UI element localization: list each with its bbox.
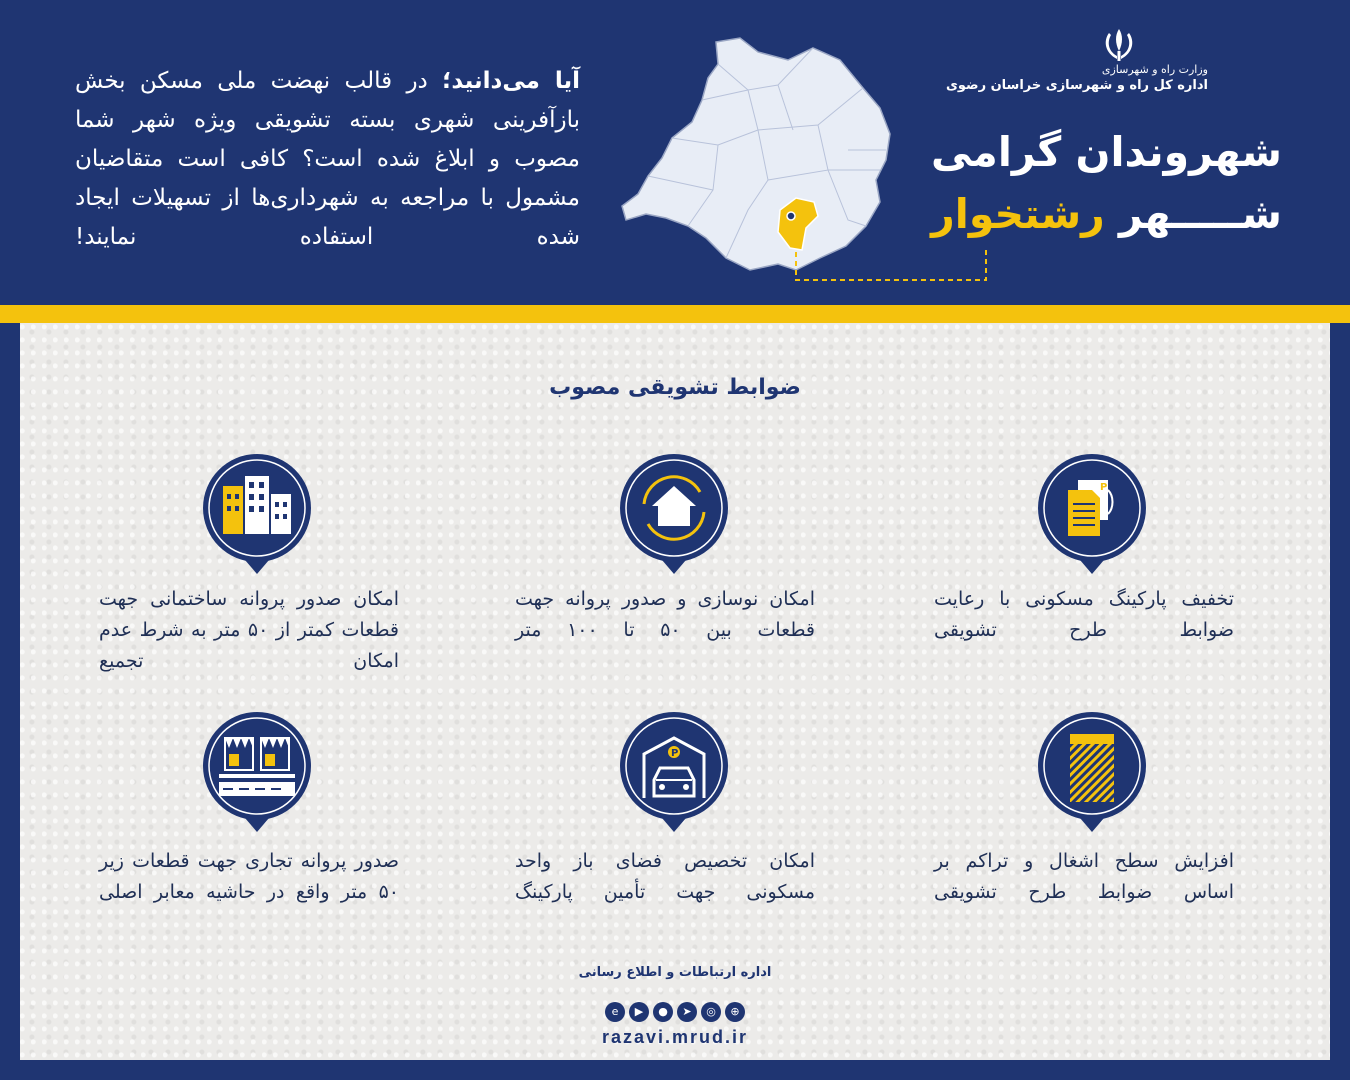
web-icon[interactable]: ⊕	[725, 1002, 745, 1022]
city-name: رشتخوار	[931, 190, 1105, 238]
car-parking-icon	[620, 712, 728, 836]
buildings-icon	[203, 454, 311, 578]
city-title-word: شـــــهر	[1119, 190, 1282, 238]
feature-text-5: امکان تخصیص فضای باز واحد مسکونی جهت تأمین پارکینگ	[515, 850, 815, 903]
aparat-icon[interactable]: ▶	[629, 1002, 649, 1022]
emblem-icon	[1097, 25, 1141, 65]
shops-icon	[203, 712, 311, 836]
social-links	[592, 1002, 758, 1024]
instagram-icon[interactable]: ◎	[701, 1002, 721, 1022]
feature-text-4: افزایش سطح اشغال و تراکم بر اساس ضوابط طرح تشویقی	[934, 850, 1234, 903]
gold-divider	[0, 305, 1350, 323]
svg-text:P: P	[671, 748, 679, 759]
telegram-icon[interactable]: ➤	[677, 1002, 697, 1022]
website-link[interactable]: razavi.mrud.ir	[601, 1027, 749, 1047]
footer-brand: اداره ارتباطات و اطلاع رسانی	[578, 965, 772, 980]
house-renewal-icon	[620, 454, 728, 578]
bale-icon[interactable]: ●	[653, 1002, 673, 1022]
content-panel	[20, 323, 1330, 1060]
document-parking-icon	[1038, 454, 1146, 578]
page-title: شهروندان گرامی	[930, 128, 1282, 176]
ministry-line2: اداره کل راه و شهرسازی خراسان رضوی	[945, 78, 1208, 93]
intro-paragraph	[75, 62, 580, 257]
eitaa-icon[interactable]: e	[605, 1002, 625, 1022]
feature-text-2: امکان نوسازی و صدور پروانه جهت قطعات بین ۵۰ تا ۱۰۰ متر	[515, 588, 815, 641]
feature-text-1: تخفیف پارکینگ مسکونی با رعایت ضوابط طرح تشویقی	[934, 588, 1234, 641]
ministry-line1: وزارت راه و شهرسازی	[1101, 63, 1208, 76]
feature-text-6: صدور پروانه تجاری جهت قطعات زیر ۵۰ متر واقع در حاشیه معابر اصلی	[99, 850, 399, 903]
section-title: ضوابط تشویقی مصوب	[549, 375, 801, 400]
intro-lead: آیا می‌دانید؛	[442, 68, 581, 94]
svg-text:P: P	[1100, 482, 1108, 493]
density-icon	[1038, 712, 1146, 836]
province-map	[618, 30, 993, 285]
feature-text-3: امکان صدور پروانه ساختمانی جهت قطعات کمتر از ۵۰ متر به شرط عدم امکان تجمیع	[99, 588, 399, 672]
intro-body: در قالب نهضت ملی مسکن بخش بازآفرینی شهری بسته تشویقی ویژه شهر شما مصوب و ابلاغ شده است؟ کافی است متقاضیان مشمول با مراجعه به شهرداری‌ها از تسهیلات ایجاد شده استفاده نمایند!	[75, 68, 580, 250]
